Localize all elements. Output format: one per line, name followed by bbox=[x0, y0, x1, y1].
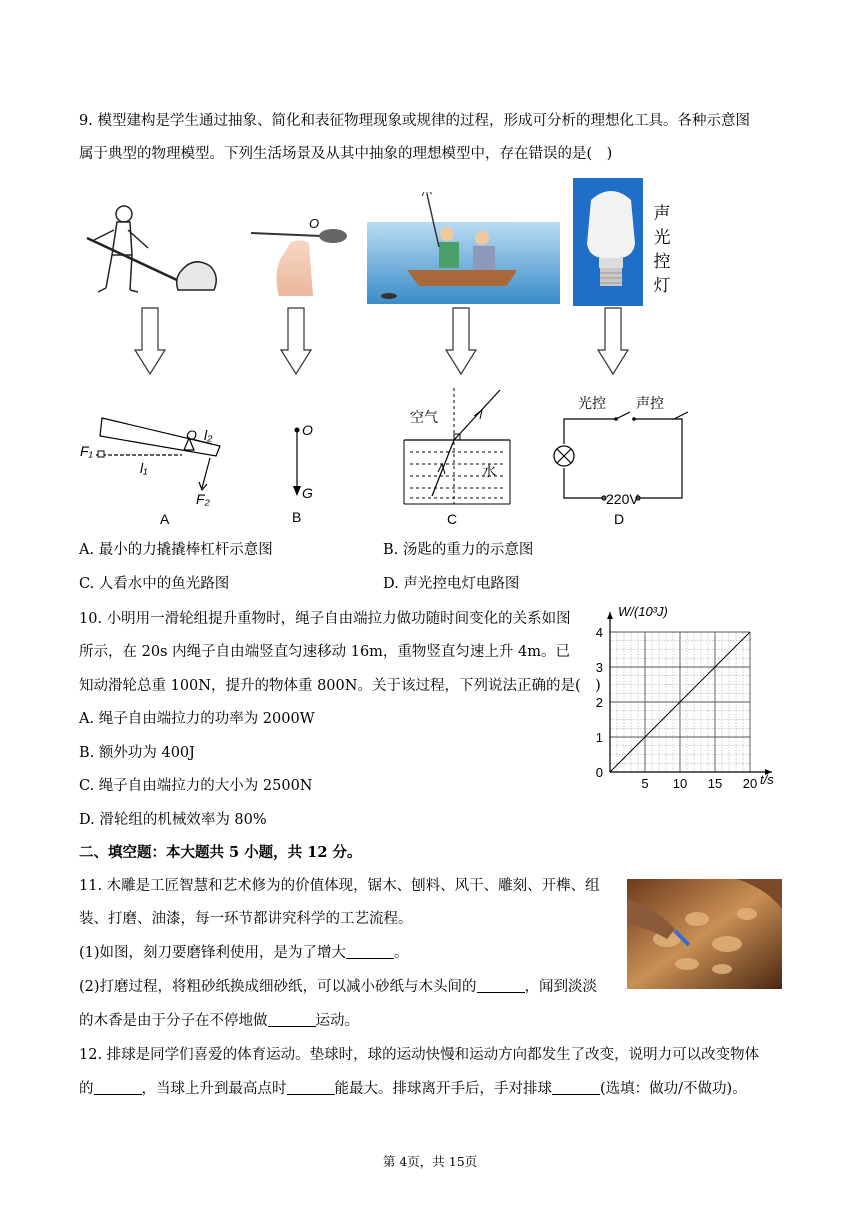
q9-option-d: D. 声光控电灯电路图 bbox=[383, 576, 520, 592]
diagram-a-lever bbox=[76, 400, 236, 530]
label-f2: F₂ bbox=[196, 491, 210, 507]
q10-option-c: C. 绳子自由端拉力的大小为 2500N bbox=[79, 778, 313, 794]
y-tick-label: 4 bbox=[595, 625, 603, 640]
q11-sub1-text: (1)如图，刻刀要磨锋利使用，是为了增大 bbox=[79, 945, 347, 961]
diagram-a-letter: A bbox=[160, 511, 170, 527]
lever-worker-picture bbox=[82, 200, 224, 300]
diagram-b-letter: B bbox=[292, 509, 302, 525]
q12-text-d: (选填：做功/不做功)。 bbox=[600, 1081, 747, 1097]
q11-line5 bbox=[79, 1011, 359, 1031]
diagram-d-letter: D bbox=[614, 511, 625, 527]
lamp-char-4: 灯 bbox=[653, 276, 671, 296]
label-air: 空气 bbox=[410, 409, 438, 425]
down-arrow-icons bbox=[0, 300, 860, 380]
page-footer: 第 4页，共 15页 bbox=[382, 1154, 478, 1169]
x-tick-label: 5 bbox=[641, 776, 649, 790]
x-axis-label: t/s bbox=[760, 772, 774, 787]
y-axis-arrow-icon bbox=[607, 612, 613, 619]
diagram-b-gravity bbox=[280, 418, 340, 528]
diagram-c-letter: C bbox=[447, 511, 458, 527]
label-light-switch: 光控 bbox=[578, 395, 606, 411]
x-tick-label: 15 bbox=[707, 776, 723, 790]
y-tick-label: 2 bbox=[595, 695, 603, 710]
label-220v: 220V bbox=[606, 491, 639, 507]
y-axis-label: W/(10³J) bbox=[618, 604, 668, 619]
q9-line1: 9. 模型建构是学生通过抽象、简化和表征物理现象或规律的过程，形成可分析的理想化工具。各种示意图 bbox=[79, 113, 750, 129]
section-2-heading: 二、填空题：本大题共 5 小题，共 12 分。 bbox=[79, 844, 362, 861]
q11-sub2-text: (2)打磨过程，将粗砂纸换成细砂纸，可以减小砂纸与木头间的 bbox=[79, 979, 477, 995]
work-time-chart bbox=[590, 600, 790, 790]
q10-option-d: D. 滑轮组的机械效率为 80% bbox=[79, 812, 267, 828]
q11-sub3-text: 的木香是由于分子在不停地做 bbox=[79, 1013, 268, 1029]
q10-option-a: A. 绳子自由端拉力的功率为 2000W bbox=[79, 711, 315, 727]
y-tick-label: 1 bbox=[595, 730, 603, 745]
q9-line2: 属于典型的物理模型。下列生活场景及从其中抽象的理想模型中，存在错误的是( ) bbox=[79, 146, 613, 162]
wood-carving-photo bbox=[627, 879, 782, 989]
q12-blank-2[interactable] bbox=[287, 1080, 335, 1095]
sound-light-lamp-picture bbox=[573, 178, 681, 306]
q11-line3 bbox=[79, 943, 409, 963]
svg-text:O: O bbox=[309, 216, 320, 231]
q9-option-b: B. 汤匙的重力的示意图 bbox=[383, 542, 534, 558]
label-f1: F₁ bbox=[80, 443, 93, 459]
x-tick-label: 20 bbox=[742, 776, 758, 790]
down-arrow-icon-a bbox=[135, 308, 165, 374]
q12-blank-1[interactable] bbox=[94, 1080, 142, 1095]
q11-line1: 11. 木雕是工匠智慧和艺术修为的价值体现，锯木、刨料、风干、雕刻、开榫、组 bbox=[79, 878, 600, 894]
q10-line2: 所示，在 20s 内绳子自由端竖直匀速移动 16m，重物竖直匀速上升 4m。已 bbox=[79, 644, 571, 660]
q10-line1: 10. 小明用一滑轮组提升重物时，绳子自由端拉力做功随时间变化的关系如图 bbox=[79, 611, 571, 627]
diagram-d-circuit bbox=[548, 388, 688, 530]
down-arrow-icon-c bbox=[446, 308, 476, 374]
diagram-c-refraction bbox=[396, 380, 520, 530]
lamp-char-3: 控 bbox=[653, 252, 671, 272]
q12-text-a: 的 bbox=[79, 1081, 94, 1097]
label-g: G bbox=[302, 485, 313, 501]
y-tick-label: 3 bbox=[595, 660, 603, 675]
q11-sub3-end: 运动。 bbox=[315, 1013, 359, 1029]
down-arrow-icon-d bbox=[598, 308, 628, 374]
q10-option-b: B. 额外功为 400J bbox=[79, 745, 195, 761]
q11-sub2-blank[interactable] bbox=[477, 978, 525, 993]
q11-line4 bbox=[79, 977, 597, 997]
label-sound-switch: 声控 bbox=[636, 395, 664, 411]
spoon-finger-picture bbox=[251, 214, 351, 302]
q9-option-c: C. 人看水中的鱼光路图 bbox=[79, 576, 230, 592]
q12-line2 bbox=[79, 1079, 747, 1099]
lamp-char-1: 声 bbox=[653, 204, 671, 224]
q12-line1: 12. 排球是同学们喜爱的体育运动。垫球时，球的运动快慢和运动方向都发生了改变，说明力可以改变物体 bbox=[79, 1047, 760, 1063]
x-tick-label: 10 bbox=[672, 776, 688, 790]
label-o-b: O bbox=[302, 422, 313, 438]
down-arrow-icon-b bbox=[281, 308, 311, 374]
q11-line2: 装、打磨、油漆，每一环节都讲究科学的工艺流程。 bbox=[79, 911, 413, 927]
q12-text-b: ，当球上升到最高点时 bbox=[141, 1081, 287, 1097]
origin-label: 0 bbox=[595, 765, 603, 780]
label-l1: l₁ bbox=[140, 460, 148, 476]
label-o-a: O bbox=[186, 427, 197, 443]
q12-blank-3[interactable] bbox=[552, 1080, 600, 1095]
label-l2: l₂ bbox=[204, 427, 213, 443]
q11-sub2-end: ，闻到淡淡 bbox=[524, 979, 598, 995]
boat-fishing-picture bbox=[367, 192, 560, 304]
q11-sub1-blank[interactable] bbox=[346, 944, 394, 959]
q11-sub1-end: 。 bbox=[394, 945, 409, 961]
label-water: 水 bbox=[482, 463, 496, 479]
q9-option-a: A. 最小的力撬撬棒杠杆示意图 bbox=[79, 542, 273, 558]
q10-line3: 知动滑轮总重 100N，提升的物体重 800N。关于该过程，下列说法正确的是( ) bbox=[79, 678, 601, 694]
lamp-char-2: 光 bbox=[653, 228, 671, 248]
q12-text-c: 能最大。排球离开手后，手对排球 bbox=[334, 1081, 552, 1097]
q11-sub3-blank[interactable] bbox=[268, 1012, 316, 1027]
